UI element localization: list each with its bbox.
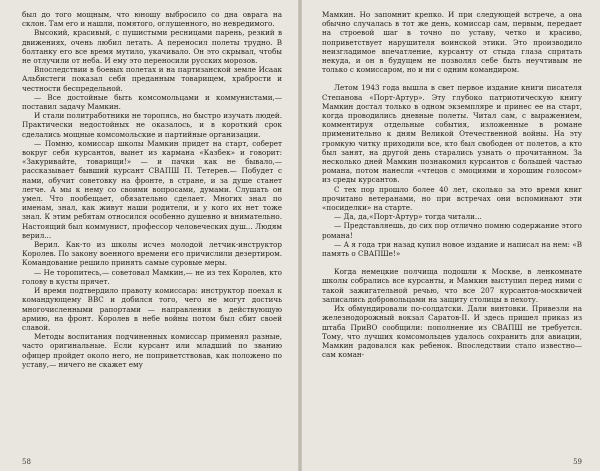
left-page bbox=[0, 0, 298, 471]
paragraph: Когда немецкие полчища подошли к Москве, в ленкомнате школы собрались все курсанты, и Мамкин выступил перед ними с такой зажигательной речью, что все 207 курсантов-москвичей записались добровольцами на защиту столицы в пехоту. bbox=[322, 267, 582, 304]
page-number: 58 bbox=[22, 458, 31, 466]
paragraph: — Да, да,«Порт-Артур» тогда читали... bbox=[334, 212, 482, 222]
paragraph: — Помню, комиссар школы Мамкин придет на старт, соберет вокруг себя курсантов, вынет из кармана «Казбек» и говорит: «Закуривайте, товарищи!» — и пачки как не бывало,— рассказывает бывший курсант СВАПШ П. Тетерев.— Побудет с нами, обучит советовку на фронте, в стране, и за душе станет легче. А мы к нему со своими вопросами, думами. Слушать он умел. Что пообещает, обязательно сделает. Многих знал по именам, знал, как живут наши родители, и у кого их нет тоже знал. К этим ребятам относился особенно душевно и внимательно. Настоящий был коммунист, профессор человеческих душ... Людям верил... bbox=[22, 138, 282, 240]
page-number: 59 bbox=[573, 458, 582, 466]
section-break bbox=[322, 74, 582, 83]
paragraph: И стали политработники не торопясь, но быстро изучать людей. Практически недостойных не оказалось, и в короткий срок сделались мощные комсомольские и партийные организации. bbox=[22, 111, 282, 139]
section-break bbox=[322, 258, 582, 267]
paragraph: Высокий, красивый, с пушистыми ресницами парень, резкий в движениях, очень любил летать. А переносил полеты трудно. В болтанку его все время мутило, укачивало. Он это скрывал, чтобы не отлучили от неба. И ему это переносили русских морозов. bbox=[22, 28, 282, 66]
paragraph: Их обмундировали по-солдатски. Дали винтовки. Привезли на железнодорожный вокзал Саратов-II. И здесь пришел приказ из штаба ПриВО сообщили: пополнение из СВАПШ не требуется. Тому, что лучших комсомольцев удалось сохранить для авиации, Мамкин радовался как ребенок. Впоследствии стало известно— сам коман- bbox=[322, 304, 582, 360]
paragraph: Методы воспитания подчиненных комиссар применял разные, часто оригинальные. Если курсант или младший по званию офицер пройдет около него, не поприветствовав, как положено по уставу,— ничего не скажет ему bbox=[22, 332, 282, 369]
paragraph: — Не торопитесь,— советовал Мамкин,— не из тех Королев, кто голову в кусты прячет. bbox=[22, 267, 282, 286]
paragraph: Впоследствии в боевых полетах и на партизанской земле Исаак Альбистеги показал себя преданным товарищем, храбрости и честности беспредельной. bbox=[22, 65, 282, 93]
paragraph: был до того мощным, что юношу выбросило со дна оврага на склон. Там его и нашли, помятого, оглушенного, но невредимого. bbox=[22, 10, 282, 29]
paragraph: Летом 1943 года вышла в свет первое издание книги писателя Степанова «Порт-Артур». Эту глубоко патриотическую книгу Мамкин достал только в одном экземпляре и принес ее на старт, когда проводились дневные полеты. Читал сам, с выражением, комментируя отдельные события, изложенные в романе применительно к дням Великой Отечественной войны. На эту громкую читку приходили все, кто был свободен от полетов, а кто был занят, на другой день старались узнать о прочитанном. За несколько дней Мамкин познакомил курсантов с большей частью романа, потом нанесли «чтецов с эмоциями и хорошим голосом» из среды курсантов. bbox=[322, 83, 582, 185]
right-page bbox=[302, 0, 600, 471]
paragraph: Мамкин. Но запомнит крепко. И при следующей встрече, а она обычно случалась в тот же день, комиссар сам, первым, передает на строевой шаг в точно по уставу, четко и красиво, поприветствует нарушителя воинской этики. Это производило неизгладимое впечатление, курсанту от стыда глаза спрятать некуда, и он в будущем не позволял себе быть неучтивым не только с комиссаром, но и ни с одним командиром. bbox=[322, 10, 582, 75]
paragraph: С тех пор прошло более 40 лет, сколько за это время книг прочитано ветеранами, но при встречах они вспоминают эти «посиделки» на старте. bbox=[322, 184, 582, 213]
paragraph: И время подтвердило правоту комиссара: инструктор поехал к командующему ВВС и добился того, чего не могут достичь многочисленными рапортами — направления в действующую армию, на фронт. Королев в небе войны потом был сбит своей славой. bbox=[22, 286, 282, 332]
paragraph: — А я года три назад купил новое издание и написал на нем: «В память о СВАПШе!» bbox=[322, 239, 582, 259]
paragraph: — Все достойные быть комсомольцами и коммунистами,— поставил задачу Мамкин. bbox=[22, 92, 282, 112]
paragraph: Верил. Как-то из школы исчез молодой летчик-инструктор Королев. По закону военного времени его причислили дезертиром. Командование решило принять самые суровые меры. bbox=[22, 240, 282, 268]
paragraph: — Представляешь, до сих пор отлично помню содержание этого романа! bbox=[322, 221, 582, 240]
